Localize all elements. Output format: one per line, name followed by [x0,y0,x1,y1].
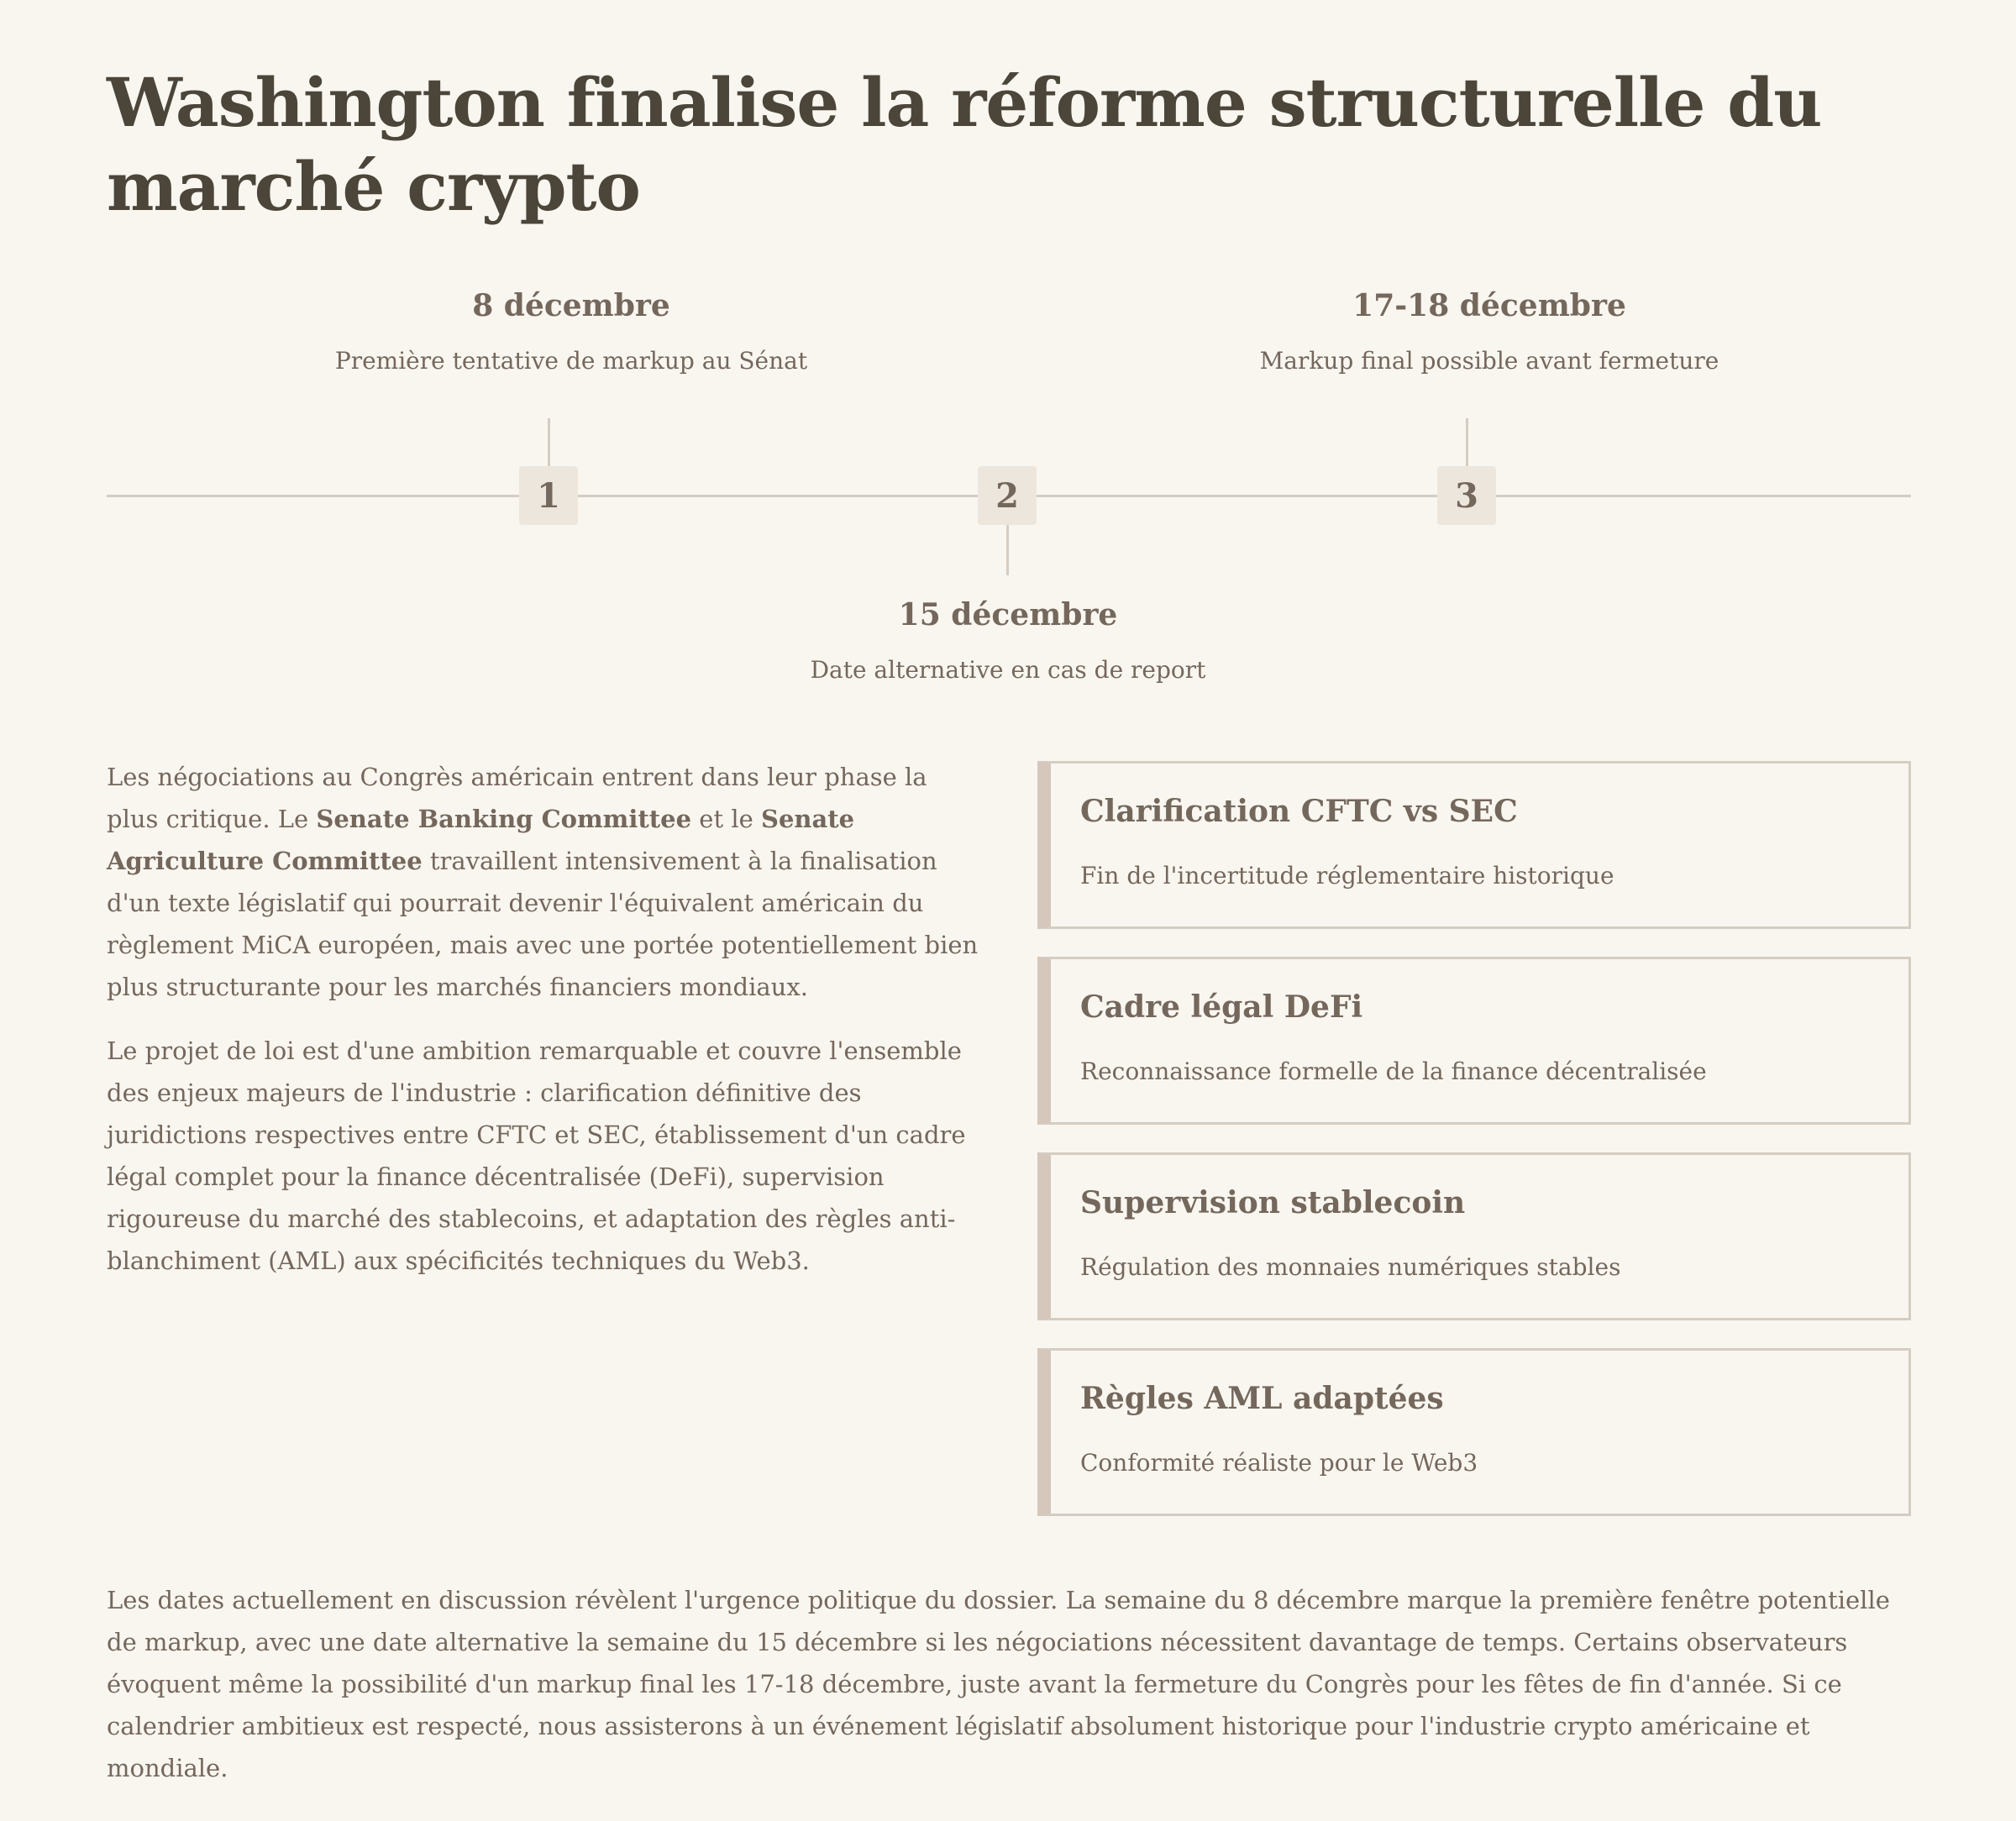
card-description: Fin de l'incertitude réglementaire historique [1080,862,1614,890]
committee-name: Senate Banking Committee [316,805,692,833]
article [107,0,1911,1821]
card-title: Supervision stablecoin [1080,1185,1466,1220]
timeline-description: Première tentative de markup au Sénat [334,347,808,375]
timeline-marker-1: 1 [519,466,578,525]
timeline-description: Date alternative en cas de report [810,656,1206,684]
card-description: Régulation des monnaies numériques stables [1080,1253,1621,1281]
key-points [1037,761,1911,1544]
timeline [107,277,1911,714]
paragraph-intro: Les négociations au Congrès américain entrent dans leur phase la plus critique. Le Senate Banking Committee et le Senate Agriculture Committee travaillent intensivement à la finalisation d'un texte législatif qui pourrait devenir l'équivalent américain du règlement MiCA européen, mais avec une portée potentiellement bien plus structurante pour les marchés financiers mondiaux. [107,763,979,1001]
key-point-card [1037,1152,1911,1320]
timeline-event-1 [277,287,865,376]
timeline-connector [548,418,550,469]
committee-name: Senate Agriculture Committee [107,805,855,875]
timeline-marker-3: 3 [1437,466,1496,525]
key-point-card [1037,1348,1911,1516]
paragraph-dates: Les dates actuellement en discussion révèlent l'urgence politique du dossier. La semaine du 8 décembre marque la première fenêtre potentielle de markup, avec une date alternative la semaine du 15 décembre si les négociations nécessitent davantage de temps. Certains observateurs évoquent même la possibilité d'un markup final les 17-18 décembre, juste avant la fermeture du Congrès pour les fêtes de fin d'année. Si ce calendrier ambitieux est respecté, nous assisterons à un événement législatif absolument historique pour l'industrie crypto américaine et mondiale. [107,1586,1890,1782]
card-title: Règles AML adaptées [1080,1381,1444,1416]
timeline-connector [1466,418,1468,469]
paragraph-scope: Le projet de loi est d'une ambition remarquable et couvre l'ensemble des enjeux majeurs de l'industrie : clarification définitive des juridictions respectives entre CFTC et SEC, établissement d'un cadre légal complet pour la finance décentralisée (DeFi), supervision rigoureuse du marché des stablecoins, et adaptation des règles anti-blanchiment (AML) aux spécificités techniques du Web3. [107,1036,966,1275]
key-point-card [1037,761,1911,929]
timeline-event-2 [714,596,1302,685]
timeline-marker-2: 2 [978,466,1037,525]
key-point-card [1037,957,1911,1125]
article-title: Washington finalise la réforme structurelle du marché crypto [107,63,1822,226]
timeline-date: 8 décembre [472,288,670,323]
card-title: Clarification CFTC vs SEC [1080,794,1518,829]
card-description: Conformité réaliste pour le Web3 [1080,1449,1478,1477]
timeline-date: 17-18 décembre [1352,288,1626,323]
article-body [107,756,980,1304]
card-title: Cadre légal DeFi [1080,989,1363,1025]
timeline-event-3 [1195,287,1783,376]
card-description: Reconnaissance formelle de la finance décentralisée [1080,1057,1707,1085]
timeline-connector [1006,525,1009,575]
timeline-date: 15 décembre [898,597,1118,632]
timeline-description: Markup final possible avant fermeture [1259,347,1719,375]
